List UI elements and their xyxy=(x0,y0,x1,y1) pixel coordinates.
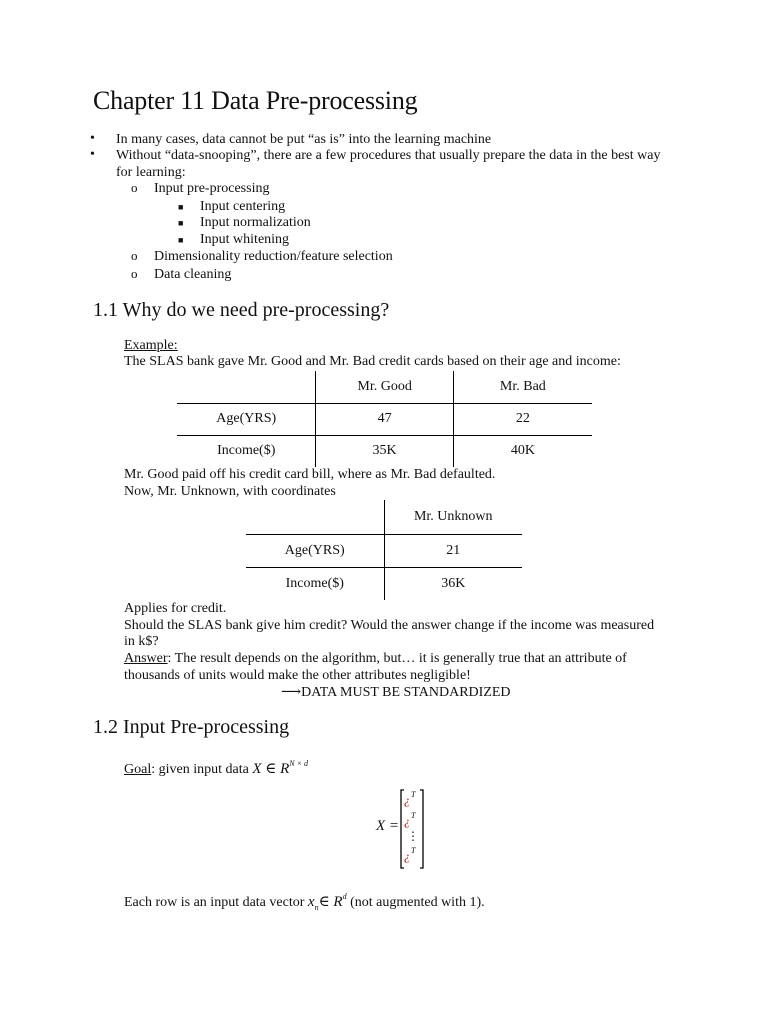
sub-bullet-glyph: o xyxy=(131,248,138,263)
row-description xyxy=(124,888,485,916)
matrix-superscript: T xyxy=(411,846,416,855)
matrix-entry: ¿ xyxy=(404,814,410,828)
sub-item: Data cleaning xyxy=(154,267,232,282)
answer-text: : The result depends on the algorithm, but… it is generally true that an attribute of xyxy=(167,651,627,666)
paragraph: Applies for credit. xyxy=(124,601,227,616)
matrix xyxy=(399,788,425,870)
math-expression: ∈ R xyxy=(318,894,343,910)
credit-table xyxy=(177,371,592,467)
math-superscript: N × d xyxy=(289,759,308,768)
bullet-text-cont: for learning: xyxy=(116,165,186,180)
example-text: The SLAS bank gave Mr. Good and Mr. Bad credit cards based on their age and income: xyxy=(124,354,621,369)
bullet-dot: • xyxy=(90,131,95,146)
matrix-vertical-dots: ⋮ xyxy=(407,829,419,843)
math-superscript: d xyxy=(342,892,347,901)
table-row xyxy=(246,567,522,600)
table-cell: 21 xyxy=(384,534,522,567)
table-cell: 36K xyxy=(384,567,522,600)
table-header-cell: Mr. Bad xyxy=(453,371,592,403)
answer-label: Answer xyxy=(124,651,168,666)
table-cell: Age(YRS) xyxy=(284,542,345,558)
right-arrow-icon: ⟶ xyxy=(281,685,302,700)
math-subscript: n xyxy=(314,902,319,912)
table-cell: Age(YRS) xyxy=(216,411,277,426)
square-bullet: ■ xyxy=(178,235,184,245)
conclusion-text: DATA MUST BE STANDARDIZED xyxy=(301,685,511,700)
bullet-dot: • xyxy=(90,147,95,162)
goal-line xyxy=(124,755,308,778)
table-header-cell: Mr. Unknown xyxy=(384,500,522,534)
sub-item: Dimensionality reduction/feature selection xyxy=(154,249,393,264)
sub-sub-item: Input normalization xyxy=(200,215,311,230)
goal-label: Goal xyxy=(124,762,152,777)
answer-line xyxy=(124,650,627,667)
example-label: Example: xyxy=(124,338,178,353)
table-cell xyxy=(177,371,316,403)
table-cell: 40K xyxy=(453,435,592,467)
sub-bullet-glyph: o xyxy=(131,180,138,195)
sub-sub-item: Input centering xyxy=(200,199,286,214)
chapter-title: Chapter 11 Data Pre-processing xyxy=(93,86,418,115)
table-cell: 22 xyxy=(453,403,592,435)
table-cell xyxy=(246,500,384,534)
table-row xyxy=(177,403,592,435)
section-title: 1.1 Why do we need pre-processing? xyxy=(93,299,390,321)
unknown-table xyxy=(246,500,522,600)
section-title: 1.2 Input Pre-processing xyxy=(93,716,290,738)
sub-item: Input pre-processing xyxy=(154,181,270,196)
table-row xyxy=(246,534,522,567)
table-header-row xyxy=(177,371,592,403)
square-bullet: ■ xyxy=(178,218,184,228)
matrix-entry: ¿ xyxy=(404,849,410,863)
table-cell: 35K xyxy=(316,435,453,467)
table-header-row xyxy=(246,500,522,534)
paragraph: thousands of units would make the other attributes negligible! xyxy=(124,668,471,683)
paragraph: Mr. Good paid off his credit card bill, where as Mr. Bad defaulted. xyxy=(124,467,496,482)
math-expression: X ∈ R xyxy=(252,761,290,777)
matrix-entry: ¿ xyxy=(404,793,410,807)
table-row xyxy=(177,435,592,467)
table-header-cell: Mr. Good xyxy=(316,371,453,403)
paragraph: Now, Mr. Unknown, with coordinates xyxy=(124,484,336,499)
paragraph: Should the SLAS bank give him credit? Would the answer change if the income was measured xyxy=(124,618,655,633)
square-bullet: ■ xyxy=(178,202,184,212)
matrix-superscript: T xyxy=(411,790,416,799)
bullet-text: In many cases, data cannot be put “as is” into the learning machine xyxy=(116,132,492,147)
matrix-superscript: T xyxy=(411,811,416,820)
table-cell: Income($) xyxy=(217,443,276,459)
row-text: Each row is an input data vector xyxy=(124,895,305,910)
bullet-text: Without “data-snooping”, there are a few procedures that usually prepare the data in the best way xyxy=(116,148,661,163)
math-variable: x xyxy=(307,894,315,910)
conclusion-line xyxy=(281,684,511,701)
goal-text: : given input data xyxy=(151,762,249,777)
sub-bullet-glyph: o xyxy=(131,266,138,281)
row-text: (not augmented with 1). xyxy=(350,895,485,910)
table-cell: Income($) xyxy=(285,575,344,591)
paragraph: in k$? xyxy=(124,634,159,649)
sub-sub-item: Input whitening xyxy=(200,232,290,247)
matrix-lhs: X = xyxy=(376,818,400,834)
table-cell: 47 xyxy=(316,403,453,435)
